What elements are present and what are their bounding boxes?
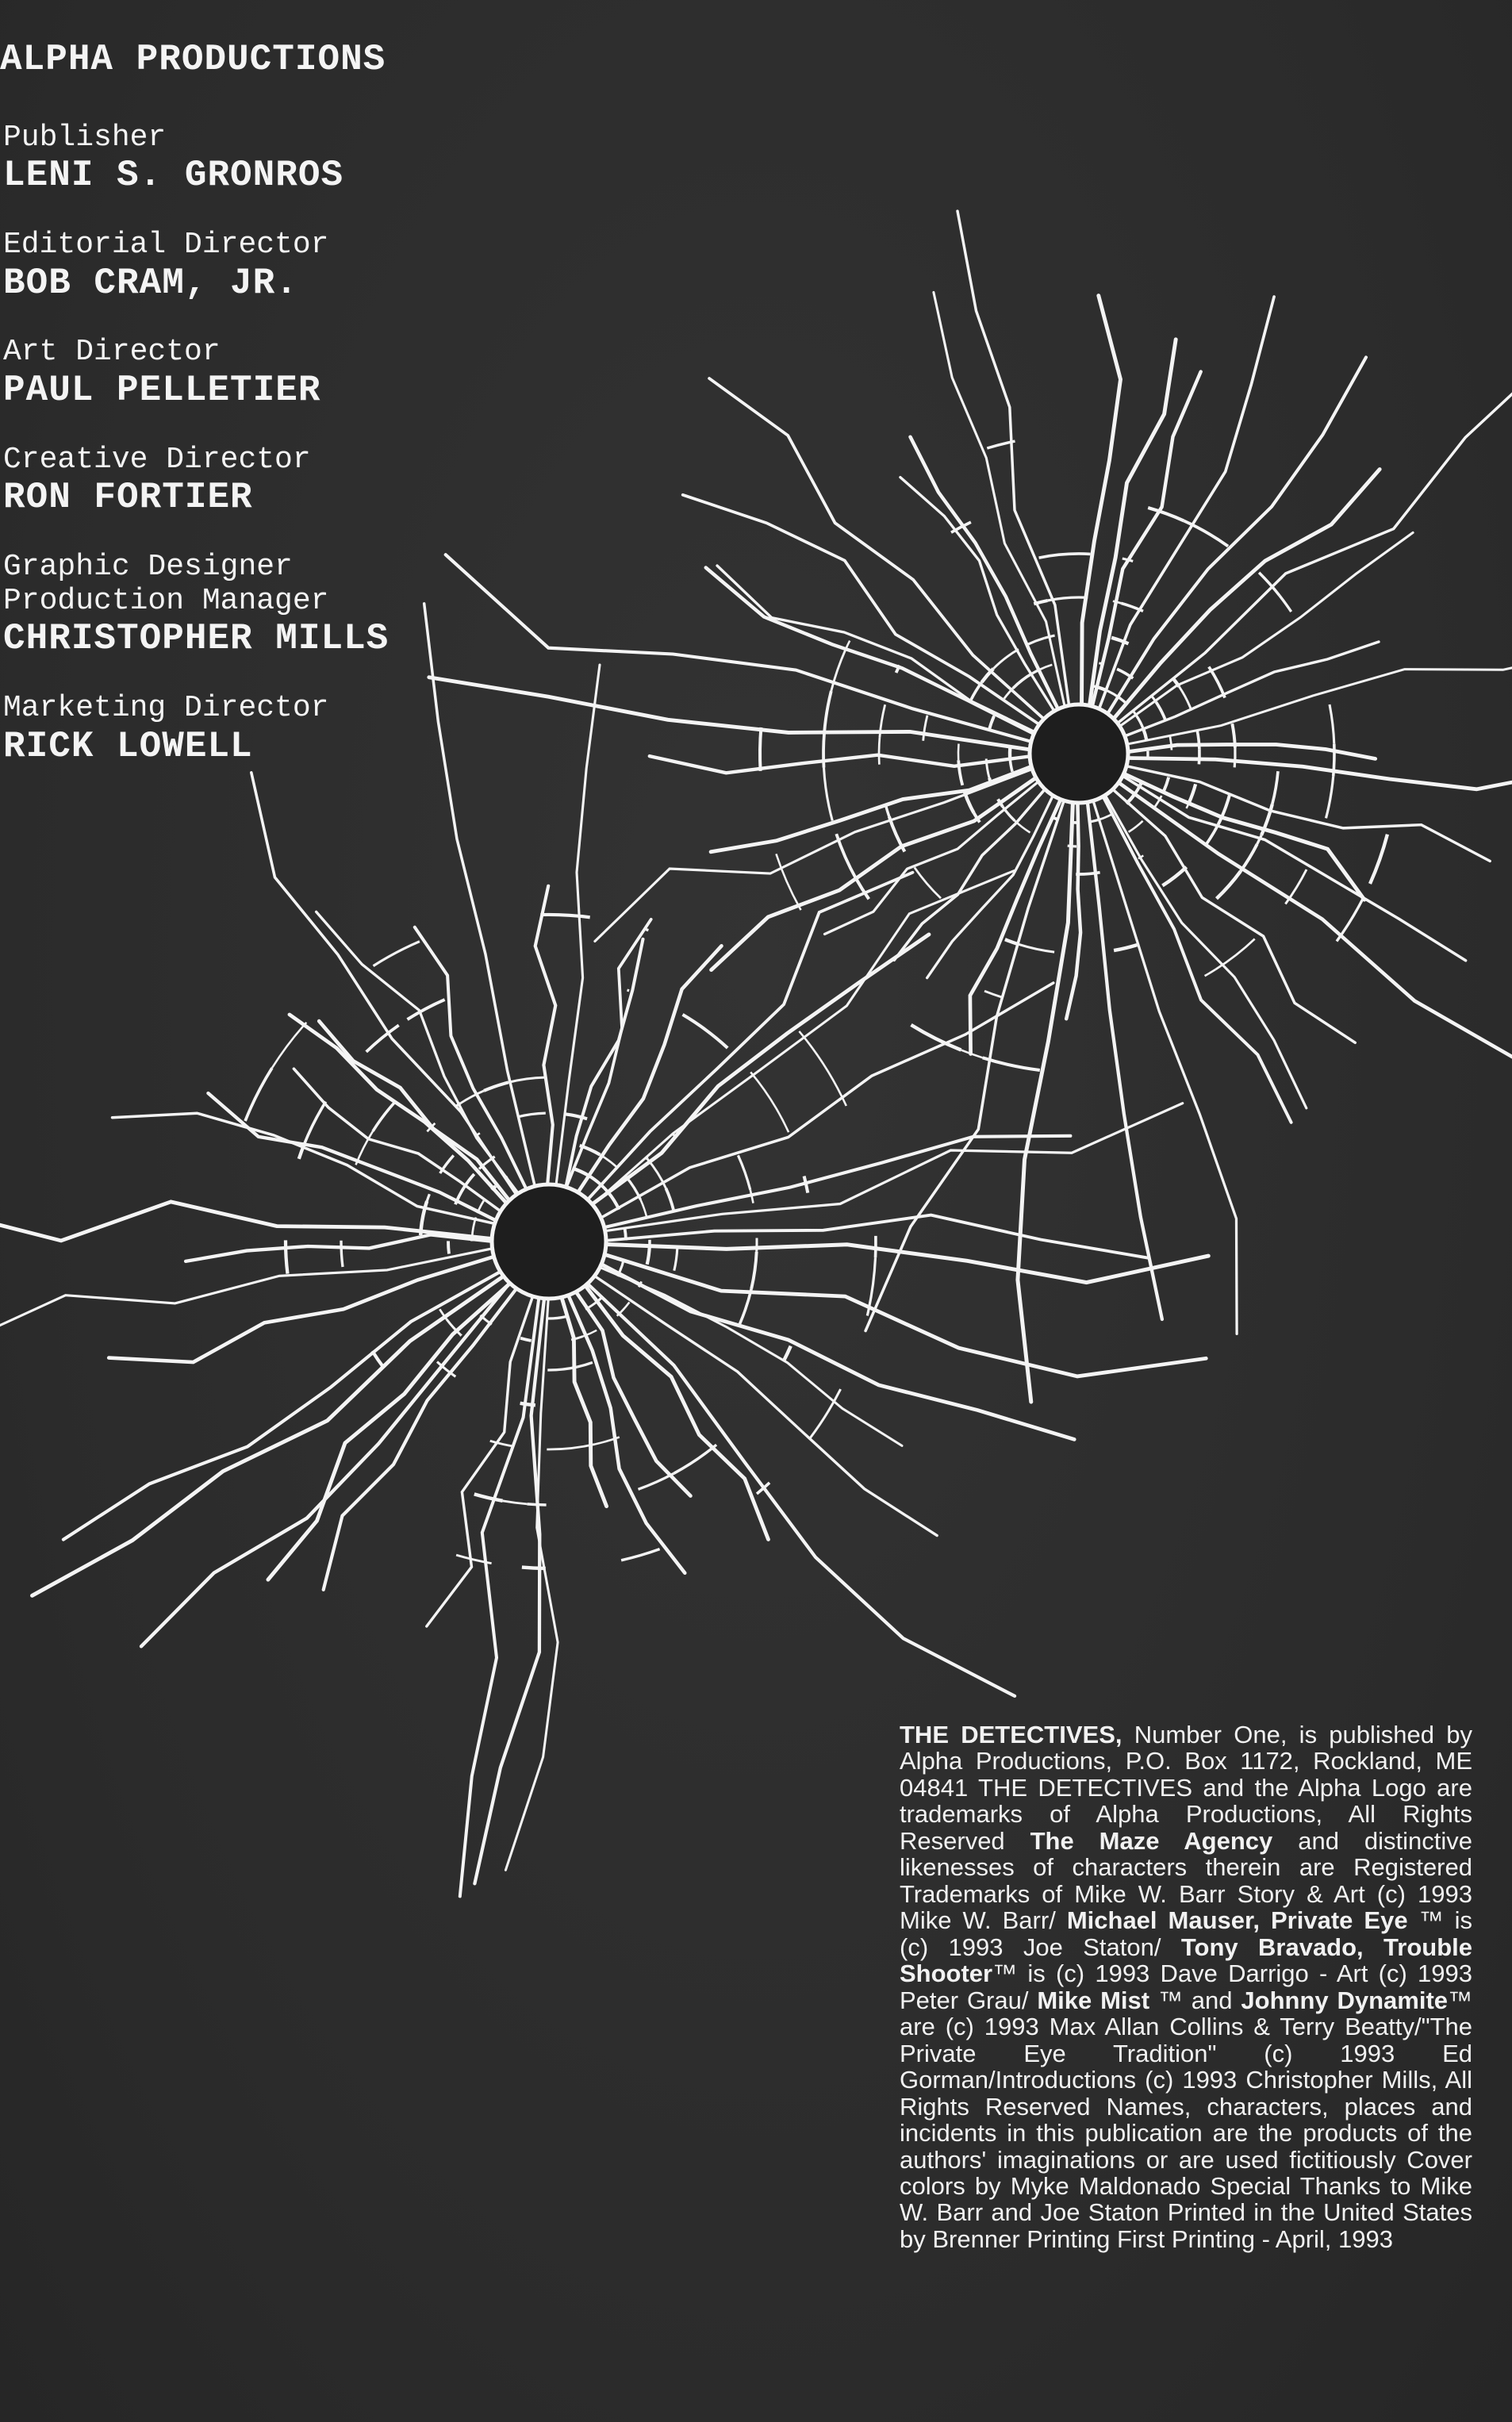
staff-name: RICK LOWELL <box>3 725 253 767</box>
staff-role-title: Editorial Director <box>3 228 329 263</box>
indicia-segment: ™ is (c) 1993 Dave Darrigo - Art (c) 1993 Peter Grau/ <box>900 1959 1472 2014</box>
indicia-bold-segment: Johnny Dynamite <box>1241 1986 1449 2014</box>
indicia-bold-segment: Michael Mauser, Private Eye <box>1066 1906 1408 1935</box>
staff-name: PAUL PELLETIER <box>3 370 321 412</box>
staff-list <box>0 121 571 768</box>
staff-role-title: Creative Director <box>3 442 311 477</box>
staff-role-title: Graphic Designer Production Manager <box>3 550 329 618</box>
staff-entry <box>3 551 571 660</box>
indicia-segment: Number One, is published by Alpha Productions, P.O. Box 1172, Rockland, ME 04841 THE DETECTIVES and the Alpha Logo are trademarks of Alpha Productions, All Rights Reserved <box>900 1721 1472 1855</box>
staff-credits <box>0 40 571 800</box>
staff-name: LENI S. GRONROS <box>3 155 344 197</box>
staff-name: RON FORTIER <box>3 477 253 519</box>
indicia-segment: and distinctive likenesses of characters therein are Registered Trademarks of Mike W. Barr Story & Art (c) 1993 Mike W. Barr/ <box>900 1826 1472 1935</box>
staff-name: CHRISTOPHER MILLS <box>3 618 390 660</box>
staff-role-title: Marketing Director <box>3 691 329 726</box>
staff-role-title: Publisher <box>3 120 167 155</box>
staff-entry <box>3 228 571 304</box>
staff-entry <box>3 121 571 197</box>
indicia-bold-segment: Mike Mist <box>1037 1986 1150 2014</box>
indicia-segment: ™ is (c) 1993 Joe Staton/ <box>900 1906 1472 1961</box>
staff-name: BOB CRAM, JR. <box>3 262 298 304</box>
indicia-text <box>900 1722 1472 2252</box>
staff-entry <box>3 692 571 767</box>
indicia-segment: ™ and <box>1149 1986 1241 2014</box>
staff-role-title: Art Director <box>3 335 221 370</box>
staff-entry <box>3 336 571 411</box>
indicia-bold-segment: Tony Bravado, Trouble Shooter <box>900 1933 1472 1988</box>
indicia-bold-segment: THE DETECTIVES, <box>900 1721 1122 1748</box>
company-name: ALPHA PRODUCTIONS <box>0 39 386 80</box>
indicia-bold-segment: The Maze Agency <box>1030 1826 1273 1855</box>
indicia-segment: ™ are (c) 1993 Max Allan Collins & Terry Beatty/"The Private Eye Tradition" (c) 1993 Ed Gorman/Introductions (c) 1993 Christopher Mills, All Rights Reserved Names, characters, places and incidents in this publication are the products of the authors' imaginations or are used fictitiously Cover colors by Myke Maldonado Special Thanks to Mike W. Barr and Joe Staton Printed in the United States by Brenner Printing First Printing - April, 1993 <box>900 1986 1473 2253</box>
staff-entry <box>3 443 571 519</box>
